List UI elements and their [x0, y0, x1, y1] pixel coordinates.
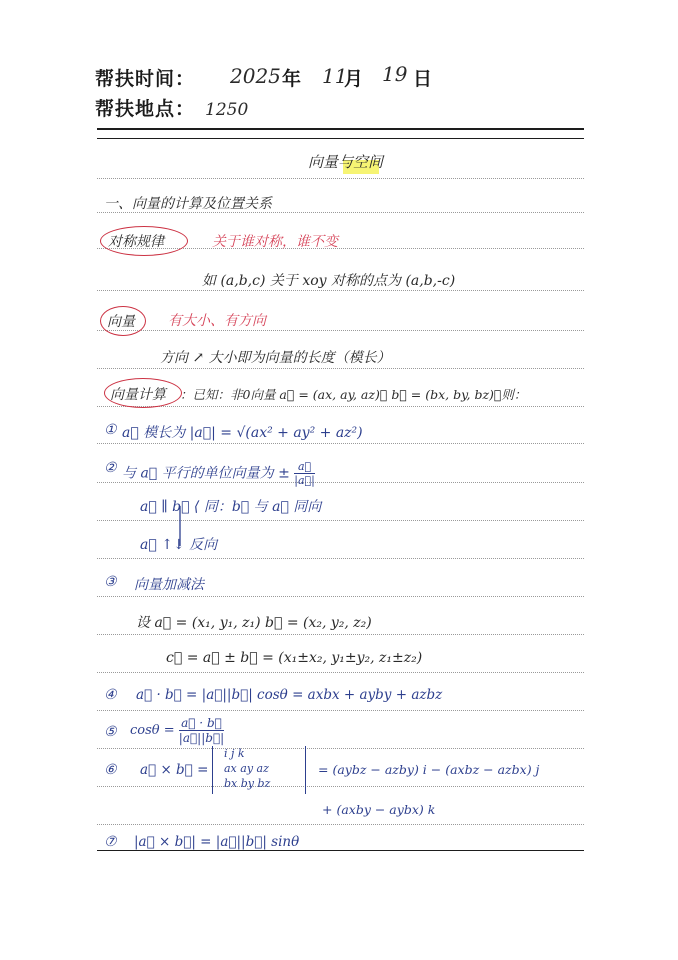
cross-product-label: a⃗ × b⃗ = [140, 762, 209, 778]
direction-line: 方向 ↗ 大小即为向量的长度（模长） [160, 350, 391, 366]
dot-product: a⃗ · b⃗ = |a⃗||b⃗| cosθ = axbx + ayby + azbz [136, 687, 443, 703]
sum-vector: c⃗ = a⃗ ± b⃗ = (x₁±x₂, y₁±y₂, z₁±z₂) [166, 650, 423, 666]
item-2-fraction-num: a⃗ [294, 460, 315, 474]
ruled-line [97, 672, 584, 673]
ruled-line [97, 824, 584, 825]
calc-label: 向量计算 [110, 387, 166, 403]
cos-formula [130, 716, 224, 745]
ruled-line [97, 290, 584, 291]
cos-label: cosθ = [130, 723, 175, 738]
ruled-line [97, 558, 584, 559]
ruled-line [97, 748, 584, 749]
item-2-fraction-den: |a⃗| [294, 474, 315, 487]
symmetry-rule: 关于谁对称，谁不变 [212, 234, 338, 250]
item-2-fraction [294, 460, 315, 487]
cos-fraction-den: |a⃗||b⃗| [178, 731, 225, 745]
cross-magnitude: |a⃗ × b⃗| = |a⃗||b⃗| sinθ [134, 834, 300, 850]
det-row-2: ax ay az [224, 762, 269, 775]
item-6-number: ⑥ [104, 762, 117, 778]
item-1-number: ① [104, 422, 117, 438]
item-7-number: ⑦ [104, 834, 117, 850]
cos-fraction-num: a⃗ · b⃗ [179, 716, 224, 731]
ruled-line [97, 406, 584, 407]
place-value: 1250 [205, 100, 249, 120]
item-1-text: a⃗ 模长为 |a⃗| = √(ax² + ay² + az²) [122, 425, 363, 441]
item-4-number: ④ [104, 687, 117, 703]
parallel-opposite: a⃗ ↑↓ 反向 [140, 537, 218, 553]
ruled-line [97, 634, 584, 635]
note-title: 向量与空间 [308, 153, 384, 171]
cross-product-result: = (aybz − azby) i − (axbz − azbx) j [318, 762, 540, 777]
vector-definition: 有大小、有方向 [168, 313, 266, 329]
parallel-same: a⃗ ∥ b⃗ ⟨ 同：b⃗ 与 a⃗ 同向 [140, 499, 322, 515]
month-unit: 月 [344, 68, 365, 90]
item-2-number: ② [104, 460, 117, 476]
set-vectors: 设 a⃗ = (x₁, y₁, z₁) b⃗ = (x₂, y₂, z₂) [136, 615, 372, 631]
ruled-line [97, 330, 584, 331]
ruled-line [97, 178, 584, 179]
ruled-line [97, 786, 584, 787]
calc-intro: ：已知：非0向量 a⃗ = (ax, ay, az)， b⃗ = (bx, by, bz)，则： [180, 387, 527, 402]
item-2-text [122, 460, 315, 487]
ruled-line [97, 443, 584, 444]
day-value: 19 [382, 62, 408, 86]
year-value: 2025 [230, 64, 281, 88]
symmetry-label: 对称规律 [108, 234, 164, 250]
vector-label: 向量 [107, 314, 135, 330]
determinant-rows [224, 746, 270, 791]
item-3-text: 向量加减法 [134, 577, 204, 593]
cross-product-k: + (axby − aybx) k [322, 802, 436, 817]
det-row-3: bx by bz [224, 777, 271, 790]
year-unit: 年 [282, 68, 303, 90]
symmetry-example: 如 (a,b,c) 关于 xoy 对称的点为 (a,b,-c) [202, 273, 456, 289]
ruled-line [97, 520, 584, 521]
item-3-number: ③ [104, 574, 117, 590]
header-rule-bottom [97, 138, 584, 139]
item-2-label: 与 a⃗ 平行的单位向量为 ± [122, 465, 290, 482]
bottom-rule [97, 850, 584, 851]
item-5-number: ⑤ [104, 724, 117, 740]
time-label: 帮扶时间： [95, 68, 196, 90]
det-row-1: i j k [224, 747, 245, 760]
month-value: 11 [322, 64, 348, 88]
header-rule-top [97, 128, 584, 130]
section-heading: 一、向量的计算及位置关系 [104, 196, 272, 212]
ruled-line [97, 368, 584, 369]
ruled-line [97, 710, 584, 711]
place-label: 帮扶地点： [95, 98, 196, 120]
cos-fraction [179, 716, 224, 745]
day-unit: 日 [413, 68, 434, 90]
ruled-line [97, 596, 584, 597]
